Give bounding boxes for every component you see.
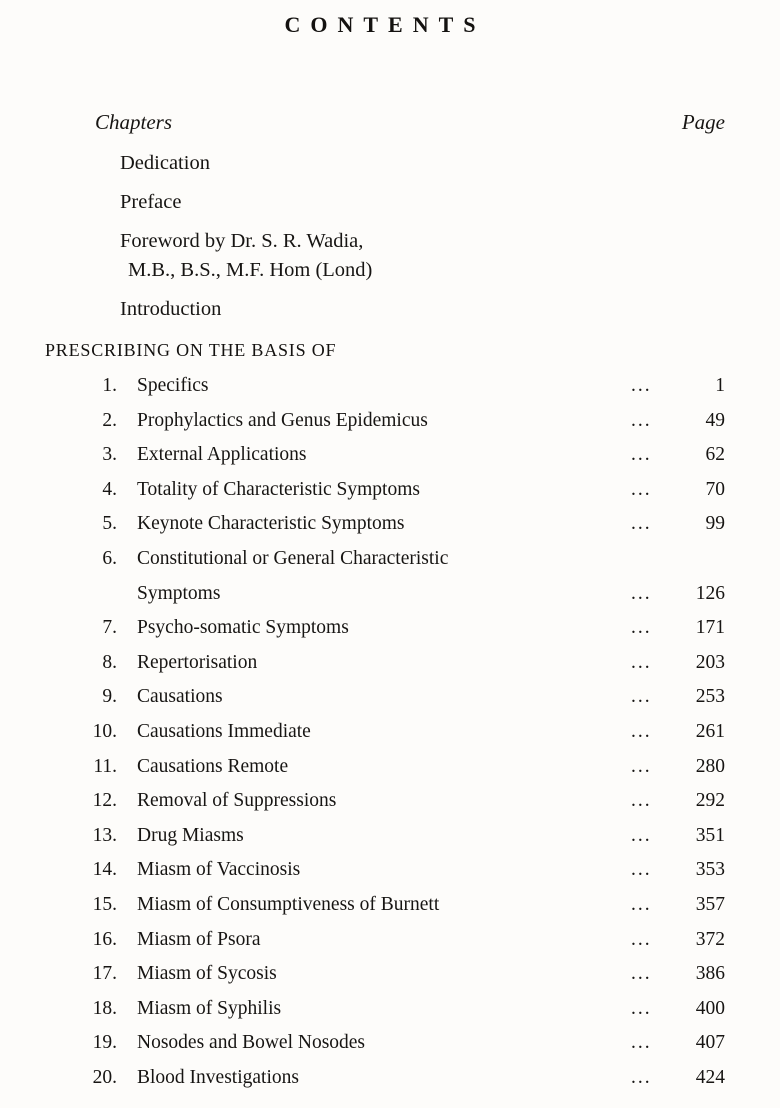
chapter-entry-line (137, 646, 725, 681)
toc-entries (45, 369, 725, 1095)
chapter-title: Miasm of Sycosis (137, 963, 277, 985)
leader-dots: ... (631, 1066, 652, 1088)
leader-dots: ... (631, 928, 652, 950)
leader-dots: ... (631, 409, 652, 431)
toc-row (45, 404, 725, 439)
chapter-title: Repertorisation (137, 651, 258, 673)
chapter-title: Miasm of Syphilis (137, 997, 282, 1019)
front-matter-item (120, 188, 725, 217)
chapter-title: Symptoms (137, 582, 221, 604)
chapter-entry-line (137, 888, 725, 923)
chapter-number: 13. (92, 824, 117, 846)
chapters-header: Chapters (95, 110, 173, 134)
page-header: Page (681, 110, 725, 134)
chapter-title: Causations Remote (137, 755, 289, 777)
toc-row (45, 611, 725, 646)
chapter-entry-body (137, 715, 725, 750)
chapter-entry-line (137, 923, 725, 958)
chapter-number: 20. (92, 1066, 117, 1088)
chapter-number: 14. (92, 859, 117, 881)
chapter-entry-body (137, 438, 725, 473)
chapter-number: 8. (102, 651, 117, 673)
chapter-entry-line (137, 853, 725, 888)
toc-row (45, 1061, 725, 1096)
chapter-number: 10. (92, 720, 117, 742)
chapter-number: 19. (92, 1032, 117, 1054)
chapter-title: Totality of Characteristic Symptoms (137, 478, 420, 500)
chapter-entry-line (137, 992, 725, 1027)
chapter-entry-line (137, 404, 725, 439)
chapter-entry-body (137, 888, 725, 923)
chapter-entry-body (137, 784, 725, 819)
toc-row (45, 992, 725, 1027)
chapter-page-number: 253 (695, 686, 725, 708)
leader-dots: ... (631, 686, 652, 708)
chapter-title: Nosodes and Bowel Nosodes (137, 1032, 366, 1054)
chapter-entry-line (137, 1026, 725, 1061)
chapter-number: 7. (102, 617, 117, 639)
chapter-entry-line (137, 611, 725, 646)
chapter-entry-body (137, 680, 725, 715)
chapter-entry-body (137, 542, 725, 611)
chapter-entry-body (137, 611, 725, 646)
toc-row (45, 750, 725, 785)
toc-row (45, 957, 725, 992)
chapter-number: 15. (92, 893, 117, 915)
toc-row (45, 473, 725, 508)
chapter-entry-line (137, 819, 725, 854)
leader-dots: ... (631, 617, 652, 639)
chapter-entry-body (137, 819, 725, 854)
chapter-entry-body (137, 646, 725, 681)
front-matter-line: Preface (120, 191, 182, 213)
chapter-number: 2. (102, 409, 117, 431)
section-heading: PRESCRIBING ON THE BASIS OF (45, 340, 337, 360)
leader-dots: ... (631, 375, 652, 396)
chapter-page-number: 386 (695, 963, 725, 985)
chapter-entry-line (137, 715, 725, 750)
chapter-number: 17. (92, 963, 117, 985)
leader-dots: ... (631, 963, 652, 985)
chapter-entry-line (137, 680, 725, 715)
chapter-entry-body (137, 957, 725, 992)
chapter-number: 3. (102, 444, 117, 466)
chapter-title: Miasm of Vaccinosis (137, 859, 301, 881)
chapter-number: 4. (102, 478, 117, 500)
leader-dots: ... (631, 755, 652, 777)
toc-row (45, 507, 725, 542)
chapter-title: Miasm of Consumptiveness of Burnett (137, 893, 440, 915)
chapter-number: 16. (92, 928, 117, 950)
chapter-title: Miasm of Psora (137, 928, 261, 950)
toc-row (45, 888, 725, 923)
chapter-entry-body (137, 473, 725, 508)
front-matter-item (120, 227, 725, 285)
chapter-title: Removal of Suppressions (137, 790, 337, 812)
toc-row (45, 853, 725, 888)
front-matter-item (120, 149, 725, 178)
toc-row (45, 715, 725, 750)
leader-dots: ... (631, 478, 652, 500)
chapter-entry-body (137, 1061, 725, 1096)
chapter-title: Blood Investigations (137, 1066, 299, 1088)
toc-row (45, 1026, 725, 1061)
leader-dots: ... (631, 997, 652, 1019)
front-matter-list (45, 149, 725, 324)
toc-row (45, 646, 725, 681)
chapter-entry-line (137, 784, 725, 819)
chapter-title: Causations (137, 686, 223, 708)
toc-row (45, 680, 725, 715)
leader-dots: ... (631, 824, 652, 846)
chapter-page-number: 407 (695, 1032, 725, 1054)
chapter-page-number: 126 (695, 582, 725, 604)
chapter-entry-body (137, 507, 725, 542)
toc-row (45, 819, 725, 854)
chapter-entry-body (137, 923, 725, 958)
leader-dots: ... (631, 1032, 652, 1054)
chapter-entry-line (137, 1061, 725, 1096)
chapter-page-number: 70 (705, 478, 725, 500)
chapter-title: Drug Miasms (137, 824, 244, 846)
chapter-number: 9. (102, 686, 117, 708)
toc-row (45, 923, 725, 958)
chapter-page-number: 261 (695, 720, 725, 742)
leader-dots: ... (631, 513, 652, 535)
chapter-page-number: 424 (695, 1066, 725, 1088)
chapter-page-number: 400 (695, 997, 725, 1019)
chapter-number: 12. (92, 790, 117, 812)
chapter-entry-line (137, 577, 725, 612)
leader-dots: ... (631, 651, 652, 673)
chapter-title: Psycho-somatic Symptoms (137, 617, 349, 639)
chapter-page-number: 357 (695, 893, 725, 915)
chapter-entry-body (137, 750, 725, 785)
front-matter-item (120, 295, 725, 324)
front-matter-line: Dedication (120, 152, 210, 174)
chapter-entry-body (137, 853, 725, 888)
chapter-title: Keynote Characteristic Symptoms (137, 513, 405, 535)
toc-row (45, 369, 725, 404)
chapter-title: Causations Immediate (137, 720, 311, 742)
chapter-entry-body (137, 404, 725, 439)
toc-row (45, 784, 725, 819)
page-title: CONTENTS (284, 12, 486, 37)
chapter-page-number: 203 (695, 651, 725, 673)
chapter-number: 18. (92, 997, 117, 1019)
chapter-page-number: 49 (705, 409, 725, 431)
leader-dots: ... (631, 893, 652, 915)
column-headers (45, 110, 725, 135)
chapter-page-number: 292 (695, 790, 725, 812)
toc-row (45, 438, 725, 473)
chapter-entry-line (137, 750, 725, 785)
chapter-title: Constitutional or General Characteristic (137, 547, 449, 569)
chapter-entry-line (137, 473, 725, 508)
chapter-title: Prophylactics and Genus Epidemicus (137, 409, 428, 431)
chapter-entry-line (137, 542, 725, 577)
chapter-title: External Applications (137, 444, 307, 466)
chapter-entry-line (137, 507, 725, 542)
chapter-entry-body (137, 1026, 725, 1061)
chapter-page-number: 62 (705, 444, 725, 466)
chapter-number: 6. (102, 547, 117, 569)
chapter-number: 1. (102, 375, 117, 396)
chapter-page-number: 280 (695, 755, 725, 777)
chapter-entry-line (137, 438, 725, 473)
leader-dots: ... (631, 790, 652, 812)
chapter-entry-line (137, 957, 725, 992)
leader-dots: ... (631, 582, 652, 604)
toc-row (45, 542, 725, 611)
chapter-number: 11. (93, 755, 117, 777)
leader-dots: ... (631, 859, 652, 881)
front-matter-line: Foreword by Dr. S. R. Wadia, (120, 230, 364, 252)
leader-dots: ... (631, 720, 652, 742)
chapter-title: Specifics (137, 375, 209, 396)
chapter-page-number: 372 (695, 928, 725, 950)
front-matter-line: Introduction (120, 298, 222, 320)
chapter-page-number: 171 (695, 617, 725, 639)
chapter-page-number: 99 (705, 513, 725, 535)
chapter-entry-body (137, 369, 725, 404)
chapter-number: 5. (102, 513, 117, 535)
chapter-page-number: 351 (695, 824, 725, 846)
chapter-page-number: 1 (715, 375, 725, 396)
chapter-entry-line (137, 369, 725, 404)
leader-dots: ... (631, 444, 652, 466)
front-matter-line: M.B., B.S., M.F. Hom (Lond) (128, 259, 373, 281)
chapter-page-number: 353 (695, 859, 725, 881)
chapter-entry-body (137, 992, 725, 1027)
